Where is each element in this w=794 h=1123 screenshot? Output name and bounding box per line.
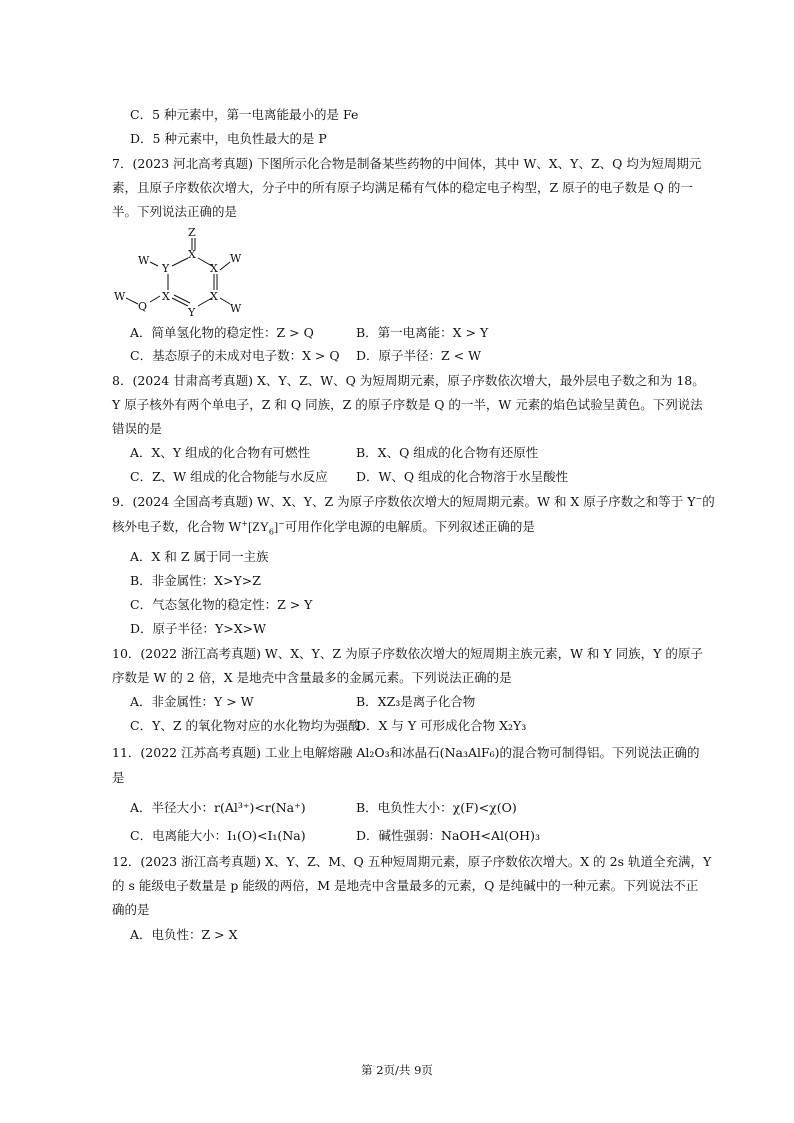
atom-q: Q: [138, 300, 148, 313]
q11-stem-line-2: 是: [112, 770, 125, 785]
q11-option-d: D．碱性强弱：NaOH<Al(OH)₃: [356, 828, 540, 843]
bond-x-w-right-bottom: [220, 298, 230, 304]
atom-w-q: W: [114, 290, 126, 303]
q6-option-d: D．5 种元素中，电负性最大的是 P: [130, 131, 327, 146]
q10-option-c: C．Y、Z 的氧化物对应的水化物均为强酸: [130, 718, 361, 733]
atom-y-left: Y: [162, 262, 170, 275]
page-number-footer: 第 2页/共 9页: [361, 1063, 433, 1077]
q12-stem-line-1: 12．(2023 浙江高考真题) X、Y、Z、M、Q 五种短周期元素，原子序数依次增大。X 的 2s 轨道全充满，Y: [112, 854, 712, 869]
q8-option-c: C．Z、W 组成的化合物能与水反应: [130, 469, 328, 484]
atom-w-right-top: W: [230, 252, 242, 265]
atom-x-left-bottom: X: [162, 290, 170, 303]
q8-stem-line-2: Y 原子核外有两个单电子，Z 和 Q 同族，Z 的原子序数是 Q 的一半，W 元素的焰色试验呈黄色。下列说法: [112, 397, 703, 412]
q11-option-a: A．半径大小：r(Al³⁺)<r(Na⁺): [130, 800, 306, 815]
q8-stem-line-1: 8．(2024 甘肃高考真题) X、Y、Z、W、Q 为短周期元素，原子序数依次增大，最外层电子数之和为 18。: [112, 373, 705, 388]
q7-option-b: B．第一电离能：X > Y: [356, 325, 489, 340]
q9-option-b: B．非金属性：X>Y>Z: [130, 573, 261, 588]
q9-line2-anion-charge: −: [278, 518, 285, 528]
q9-line1-tail: 的: [702, 494, 715, 509]
atom-z: Z: [188, 226, 196, 239]
q11-stem-line-1: 11．(2022 江苏高考真题) 工业上电解熔融 Al₂O₃和冰晶石(Na₃AlF₆)的混合物可制得铝。下列说法正确的: [112, 745, 700, 760]
q9-option-a: A．X 和 Z 属于同一主族: [130, 549, 269, 564]
q12-stem-line-3: 确的是: [112, 902, 150, 917]
q9-line1-charge: −: [695, 493, 703, 503]
q10-option-d: D．X 与 Y 可形成化合物 X₂Y₃: [356, 718, 527, 733]
bond-x-y-bottom-b: [174, 295, 190, 303]
q7-option-a: A．简单氢化物的稳定性：Z > Q: [130, 325, 314, 340]
atom-x-right-bottom: X: [210, 290, 218, 303]
atom-x-right-top: X: [210, 262, 218, 275]
q6-option-c: C．5 种元素中，第一电离能最小的是 Fe: [130, 107, 359, 122]
q8-option-b: B．X、Q 组成的化合物有还原性: [356, 445, 539, 460]
q9-line2-text: 核外电子数，化合物 W: [112, 519, 242, 534]
q11-option-b: B．电负性大小：χ(F)<χ(O): [356, 800, 517, 815]
q9-line2-tail: 可用作化学电源的电解质。下列叙述正确的是: [284, 519, 535, 534]
q9-line2-cation-charge: +: [241, 518, 249, 528]
q9-line1-text: 9．(2024 全国高考真题) W、X、Y、Z 为原子序数依次增大的短周期元素。W 和 X 原子序数之和等于 Y: [112, 494, 696, 509]
atom-x-top: X: [188, 248, 196, 261]
q8-option-d: D．W、Q 组成的化合物溶于水呈酸性: [356, 469, 569, 484]
q7-stem-line-3: 半。下列说法正确的是: [112, 204, 238, 219]
q10-stem-line-2: 序数是 W 的 2 倍，X 是地壳中含量最多的金属元素。下列说法正确的是: [112, 670, 512, 685]
atom-y-bottom: Y: [188, 306, 196, 319]
q9-stem-line-2: [112, 519, 535, 535]
bond-x-y-top: [172, 258, 188, 266]
bond-x-w-right-top: [220, 262, 230, 270]
q9-line2-anion-close: ]: [273, 520, 279, 534]
q7-option-d: D．原子半径：Z < W: [356, 348, 481, 363]
q12-stem-line-2: 的 s 能级电子数量是 p 能级的两倍，M 是地壳中含量最多的元素，Q 是纯碱中的一种元素。下列说法不正: [112, 878, 699, 893]
q10-stem-line-1: 10．(2022 浙江高考真题) W、X、Y、Z 为原子序数依次增大的短周期主族元素，W 和 Y 同族，Y 的原子: [112, 646, 703, 661]
q10-option-b: B．XZ₃是离子化合物: [356, 694, 476, 709]
bond-x-y-bottom-a: [172, 298, 188, 306]
q9-line2-anion-open: [ZY: [248, 520, 269, 534]
q7-stem-line-2: 素，且原子序数依次增大，分子中的所有原子均满足稀有气体的稳定电子构型，Z 原子的电子数是 Q 的一: [112, 180, 693, 195]
q9-stem-line-1: [112, 494, 715, 510]
atom-w-left: W: [138, 254, 150, 267]
q11-option-c: C．电离能大小：I₁(O)<I₁(Na): [130, 828, 306, 843]
bond-x-q: [150, 296, 160, 302]
q9-option-c: C．气态氢化物的稳定性：Z > Y: [130, 597, 313, 612]
q7-molecule-structure: [108, 226, 248, 320]
q10-option-a: A．非金属性：Y > W: [130, 694, 254, 709]
q12-option-a: A．电负性：Z > X: [130, 927, 238, 942]
bond-q-w: [126, 298, 138, 304]
q8-stem-line-3: 错误的是: [112, 421, 163, 436]
q9-line2-anion-sub: 6: [268, 527, 274, 537]
q7-stem-line-1: 7．(2023 河北高考真题) 下图所示化合物是制备某些药物的中间体，其中 W、X、Y、Z、Q 均为短周期元: [112, 156, 702, 171]
q7-option-c: C．基态原子的未成对电子数：X > Q: [130, 348, 340, 363]
atom-w-right-bottom: W: [230, 302, 242, 315]
q9-option-d: D．原子半径：Y>X>W: [130, 621, 266, 636]
bond-y-w-left: [150, 262, 158, 266]
q8-option-a: A．X、Y 组成的化合物有可燃性: [130, 445, 311, 460]
